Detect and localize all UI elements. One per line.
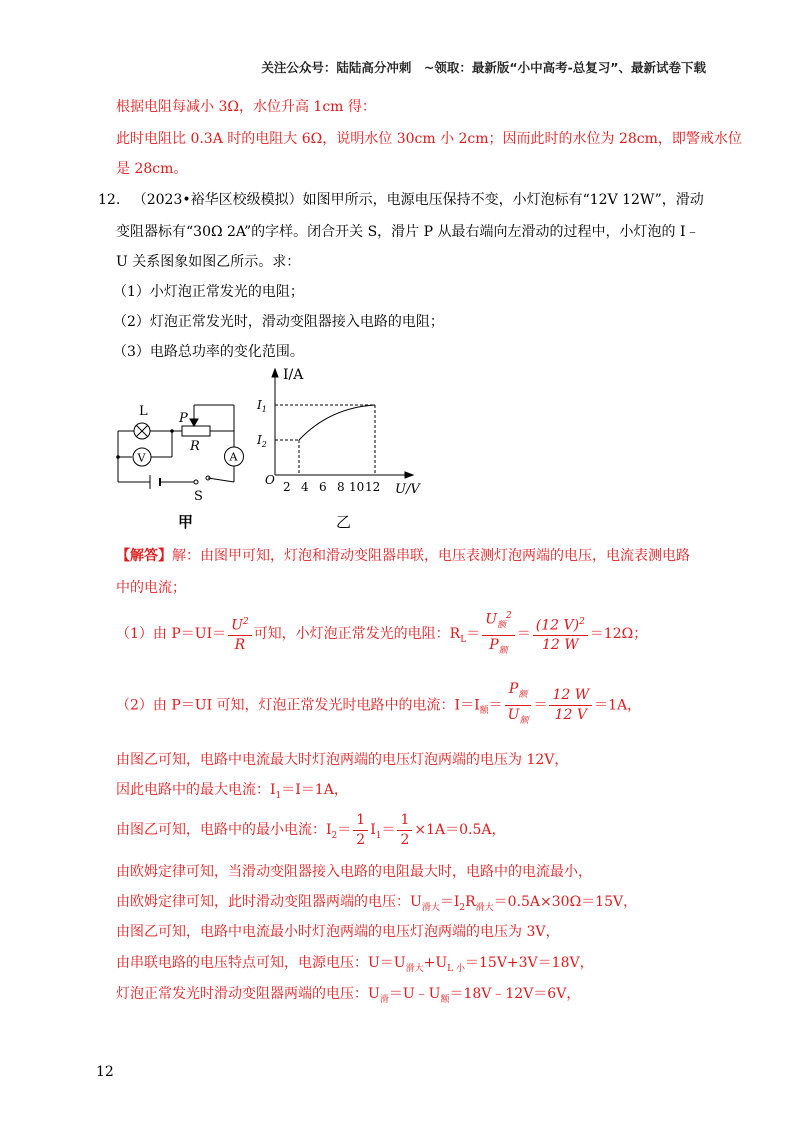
switch-contact-left (194, 480, 198, 484)
x-axis-label: U/V (395, 482, 420, 497)
subquestion-3: （3）电路总功率的变化范围。 (113, 344, 304, 360)
question-line-3: U 关系图象如图乙所示。求： (116, 254, 301, 270)
slider-arrow-icon (190, 419, 198, 426)
i1-label: $I_1$ (257, 398, 267, 414)
junction-dot-left (116, 455, 120, 459)
fraction-12w-over-12v: $\frac{12 W}{12 V}$ (549, 686, 592, 725)
fraction-half-b: $\frac{1}{2}$ (397, 811, 412, 850)
solution-line-3: 由图乙可知，电路中电流最大时灯泡两端的电压灯泡两端的电压为 12V， (116, 752, 569, 768)
iu-curve (299, 405, 375, 440)
fraction-urated-over-prated: $\frac{U_额^2}{P_额}$ (482, 607, 515, 661)
tick-2: 2 (283, 480, 291, 494)
caption-jia: 甲 (178, 513, 194, 531)
fraction-u2-over-r: $\frac{U^2}{R}$ (228, 613, 252, 656)
fraction-prated-over-urated: $\frac{P_额}{U_额}$ (505, 680, 532, 731)
tick-10: 10 (349, 480, 365, 494)
question-line-1 (98, 190, 704, 210)
tick-8: 8 (337, 480, 345, 494)
question-line-2: 变阻器标有“30Ω 2A”的字样。闭合开关 S，滑片 P 从最右端向左滑动的过程中，小灯泡的 I﹣ (116, 224, 700, 240)
tick-4: 4 (301, 480, 309, 494)
switch-blade (208, 478, 234, 482)
tick-6: 6 (319, 480, 327, 494)
page-number: 12 (96, 1064, 114, 1080)
question-number: 12. (98, 192, 121, 208)
label-S: S (194, 489, 203, 504)
rheostat-icon (182, 426, 210, 436)
solution-tag: 【解答】 (116, 548, 172, 564)
subquestion-1: （1）小灯泡正常发光的电阻； (113, 284, 304, 300)
solution-part-2: （2）由 P＝UI 可知，灯泡正常发光时电路中的电流：$I=I_额=$ $\frac{P_额}{U_额}$ ＝ $\frac{12 W}{12 V}$ ＝1A， (116, 680, 641, 731)
solution-intro-1 (116, 546, 690, 566)
fraction-half-a: $\frac{1}{2}$ (353, 811, 368, 850)
fraction-12v2-over-12w: $\frac{(12 V)^2}{12 W}$ (533, 613, 588, 656)
label-A: A (229, 450, 238, 464)
subquestion-2: （2）灯泡正常发光时，滑动变阻器接入电路的电阻； (113, 314, 444, 330)
tick-12: 12 (365, 480, 381, 494)
x-axis-arrow (405, 472, 413, 478)
solution-line-6: 由欧姆定律可知，当滑动变阻器接入电路的电阻最大时，电路中的电流最小， (116, 864, 592, 880)
label-R: R (190, 439, 200, 454)
solution-line-7: 由欧姆定律可知，此时滑动变阻器两端的电压：$U_{滑大}=I_2R_{滑大}=0.5A\times 30\Omega=15V$， (116, 894, 638, 913)
solution-line-8: 由图乙可知，电路中电流最小时灯泡两端的电压灯泡两端的电压为 3V， (116, 924, 560, 940)
question-text-1: （2023•裕华区校级模拟）如图甲所示，电源电压保持不变，小灯泡标有“12V 12W”，滑动 (132, 192, 704, 208)
solution-intro-2: 中的电流； (116, 580, 186, 596)
prev-line-1: 根据电阻每减小 3Ω，水位升高 1cm 得： (116, 99, 376, 115)
solution-line-4: 因此电路中的最大电流：$I_1=I=1A$， (116, 782, 348, 801)
solution-intro-text: 解：由图甲可知，灯泡和滑动变阻器串联，电压表测灯泡两端的电压，电流表测电路 (172, 548, 690, 564)
solution-line-10: 灯泡正常发光时滑动变阻器两端的电压：$U_滑=U﹣U_额=18V﹣12V=6V$， (116, 986, 581, 1005)
junction-dot (170, 429, 174, 433)
label-V: V (137, 451, 146, 465)
prev-line-3: 是 28cm。 (116, 161, 188, 177)
y-axis-label: I/A (283, 367, 304, 383)
label-P: P (179, 411, 188, 426)
origin-label: O (265, 473, 275, 487)
solution-part-1: （1）由 P＝UI＝ $\frac{U^2}{R}$ 可知，小灯泡正常发光的电阻：$R_L=$ $\frac{U_额^2}{P_额}$ ＝ $\frac{(12 V)^2}{12 W}$ ＝12Ω； (116, 607, 647, 661)
iu-graph (255, 365, 425, 505)
solution-line-5: 由图乙可知，电路中的最小电流：$I_2=$ $\frac{1}{2}$ $I_1=$ $\frac{1}{2}$ ×1A＝0.5A， (116, 811, 506, 848)
y-axis-arrow (272, 369, 278, 377)
prev-line-2: 此时电阻比 0.3A 时的电阻大 6Ω，说明水位 30cm 小 2cm；因而此时的水位为 28cm，即警戒水位 (116, 131, 742, 147)
i2-label: $I_2$ (257, 433, 267, 449)
page-header: 关注公众号：陆陆高分冲刺 ~领取：最新版“小中高考-总复习”、最新试卷下载 (261, 60, 706, 75)
solution-line-9: 由串联电路的电压特点可知，电源电压：$U=U_{滑大}+U_{L 小}=15V+3V=18V$， (116, 955, 594, 974)
label-L: L (139, 404, 148, 419)
circuit-diagram (110, 395, 250, 510)
caption-yi: 乙 (336, 513, 352, 531)
